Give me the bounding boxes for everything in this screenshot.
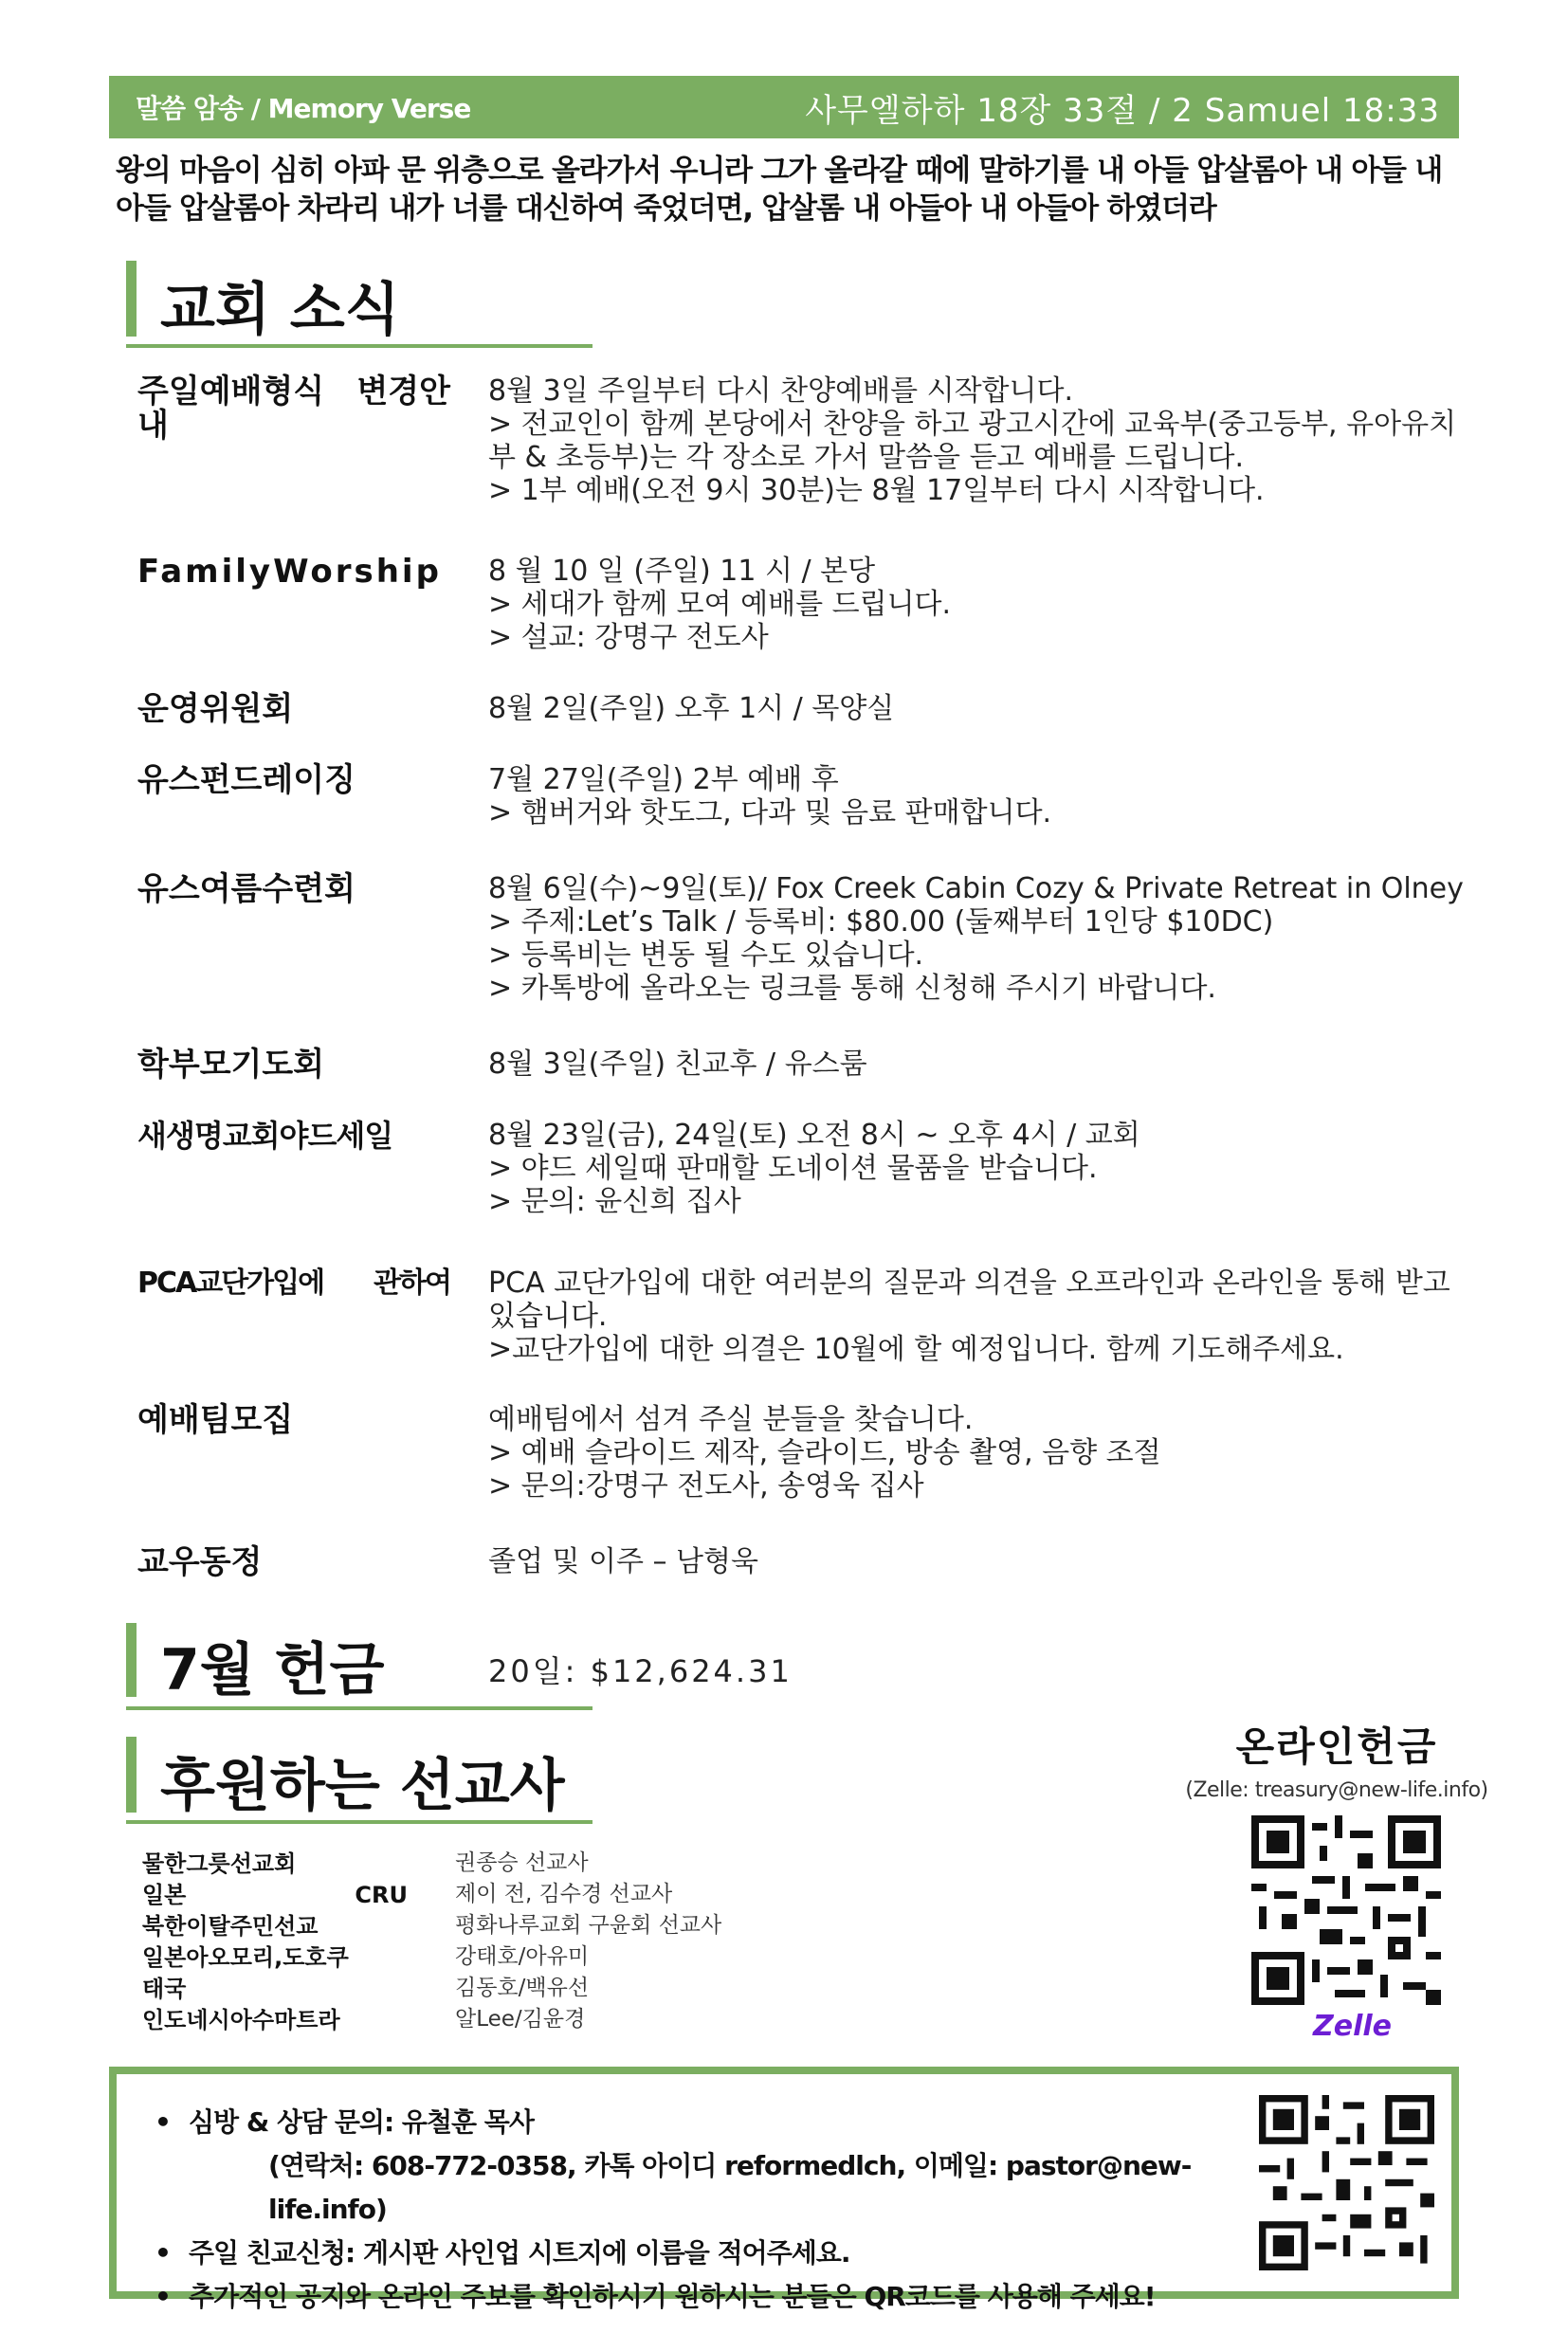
news-item-label: 교우동정 [137, 1543, 263, 1581]
news-title: 교회 소식 [160, 277, 400, 343]
memory-verse-label: 말씀 암송 / Memory Verse [136, 93, 471, 124]
offering-amount: 20일: $12,624.31 [488, 1653, 793, 1689]
heading-rule [126, 344, 593, 348]
missionary-org: 물한그릇선교회 [142, 1850, 297, 1877]
zelle-logo: Zelle [1313, 2010, 1393, 2043]
footer-list [155, 2101, 1292, 2319]
news-item-body: 8월 6일(수)~9일(토)/ Fox Creek Cabin Cozy & Private Retreat in Olney > 주제:Let’s Talk / 등록비: $80.00 (둘째부터 1인당 $10DC) > 등록비는 변동 될 수도 있습니다. > 카톡방에 올라오는 링크를 통해 신청해 주시기 바랍니다. [488, 872, 1464, 1005]
news-item-body: 8월 23일(금), 24일(토) 오전 8시 ~ 오후 4시 / 교회 > 야드 세일때 판매할 도네이션 물품을 받습니다. > 문의: 윤신희 집사 [488, 1119, 1140, 1218]
zelle-qr-code[interactable] [1251, 1815, 1441, 2005]
heading-rule [126, 1820, 593, 1824]
contact-details: (연락처: 608-772-0358, 카톡 아이디 reformedlch, 이메일: pastor@new-life.info) [268, 2150, 1192, 2225]
qr-code-icon [1251, 1815, 1441, 2005]
list-item [155, 2275, 1292, 2319]
list-item [155, 2101, 1292, 2144]
footer-info-box [109, 2067, 1459, 2312]
heading-accent-bar [126, 1623, 137, 1697]
online-giving [1176, 1716, 1498, 1802]
missionary-org: 인도네시아수마트라 [142, 2007, 340, 2033]
online-giving-title: 온라인헌금 [1235, 1723, 1438, 1770]
heading-accent-bar [126, 261, 137, 337]
news-item-label: 새생명교회야드세일 [137, 1118, 393, 1154]
news-item-label: PCA교단가입에 관하여 [137, 1267, 450, 1300]
news-item-label: 유스여름수련회 [137, 870, 356, 908]
memory-verse-text: 왕의 마음이 심히 아파 문 위층으로 올라가서 우니라 그가 올라갈 때에 말하기를 내 아들 압살롬아 내 아들 내 아들 압살롬아 차라리 내가 너를 대신하여 죽었더면, 압살롬 내 아들아 내 아들아 하였더라 [116, 154, 1443, 226]
news-item-label: 운영위원회 [137, 690, 294, 728]
missionary-name: 제이 전, 김수경 선교사 [455, 1882, 673, 1906]
news-item-body: PCA 교단가입에 대한 여러분의 질문과 의견을 오프라인과 온라인을 통해 받고 있습니다. >교단가입에 대한 의결은 10월에 할 예정입니다. 함께 기도해주세요. [488, 1267, 1450, 1366]
heading-rule [126, 1706, 593, 1710]
news-item-body: 8월 3일(주일) 친교후 / 유스룸 [488, 1048, 867, 1081]
news-item-body: 예배팀에서 섬겨 주실 분들을 찾습니다. > 예배 슬라이드 제작, 슬라이드, 방송 촬영, 음향 조절 > 문의:강명구 전도사, 송영욱 집사 [488, 1403, 1161, 1503]
missionary-name: 알Lee/김윤경 [455, 2007, 586, 2032]
fellowship-signup-note: 주일 친교신청: 게시판 사인업 시트지에 이름을 적어주세요. [189, 2237, 850, 2269]
news-item-body: 8 월 10 일 (주일) 11 시 / 본당 > 세대가 함께 모여 예배를 드립니다. > 설교: 강명구 전도사 [488, 555, 952, 654]
news-item-label: 예배팀모집 [137, 1401, 294, 1439]
missionary-org: 태국 [142, 1976, 187, 2002]
counseling-contact: 심방 & 상담 문의: 유철훈 목사 [189, 2106, 534, 2138]
zelle-address: (Zelle: treasury@new-life.info) [1185, 1778, 1488, 1802]
bullet-icon: • [155, 2281, 171, 2312]
news-item-label: 주일예배형식 변경안내 [137, 373, 450, 445]
news-item-label: 유스펀드레이징 [137, 761, 356, 799]
missionary-name: 김동호/백유선 [455, 1976, 590, 2000]
memory-verse-bar [109, 76, 1459, 138]
news-item-body: 8월 2일(주일) 오후 1시 / 목양실 [488, 692, 895, 725]
missionary-name: 권종승 선교사 [455, 1850, 589, 1875]
heading-accent-bar [126, 1737, 137, 1813]
memory-verse-reference: 사무엘하하 18장 33절 / 2 Samuel 18:33 [805, 91, 1440, 130]
news-item-body: 7월 27일(주일) 2부 예배 후 > 햄버거와 핫도그, 다과 및 음료 판매합니다. [488, 763, 1052, 829]
missionary-org: 북한이탈주민선교 [142, 1913, 319, 1940]
news-item-body: 8월 3일 주일부터 다시 찬양예배를 시작합니다. > 전교인이 함께 본당에서 찬양을 하고 광고시간에 교육부(중고등부, 유아유치부 & 초등부)는 각 장소로 가서 말씀을 듣고 예배를 드립니다. > 1부 예배(오전 9시 30분)는 8월 17일부터 다시 시작합니다. [488, 374, 1457, 507]
bullet-icon: • [155, 2237, 171, 2269]
bullet-icon: • [155, 2106, 171, 2138]
missionary-name: 강태호/아유미 [455, 1944, 590, 1969]
missionary-org: 일본아오모리,도호쿠 [142, 1944, 349, 1971]
list-item [155, 2144, 1292, 2232]
qr-code-note: 추가적인 공지와 온라인 주보를 확인하시기 원하시는 분들은 QR코드를 사용해 주세요! [189, 2281, 1156, 2312]
missionaries-title: 후원하는 선교사 [160, 1753, 565, 1819]
news-item-label: 학부모기도회 [137, 1046, 325, 1084]
qr-code-icon [1259, 2095, 1434, 2270]
missionary-name: 평화나루교회 구윤회 선교사 [455, 1913, 722, 1938]
bulletin-qr-code[interactable] [1259, 2095, 1434, 2270]
news-item-label: FamilyWorship [137, 553, 442, 591]
missionary-org: 일본 CRU [142, 1882, 408, 1908]
news-item-body: 졸업 및 이주 – 남형욱 [488, 1545, 758, 1578]
list-item [155, 2232, 1292, 2275]
offering-title: 7월 헌금 [160, 1637, 385, 1704]
